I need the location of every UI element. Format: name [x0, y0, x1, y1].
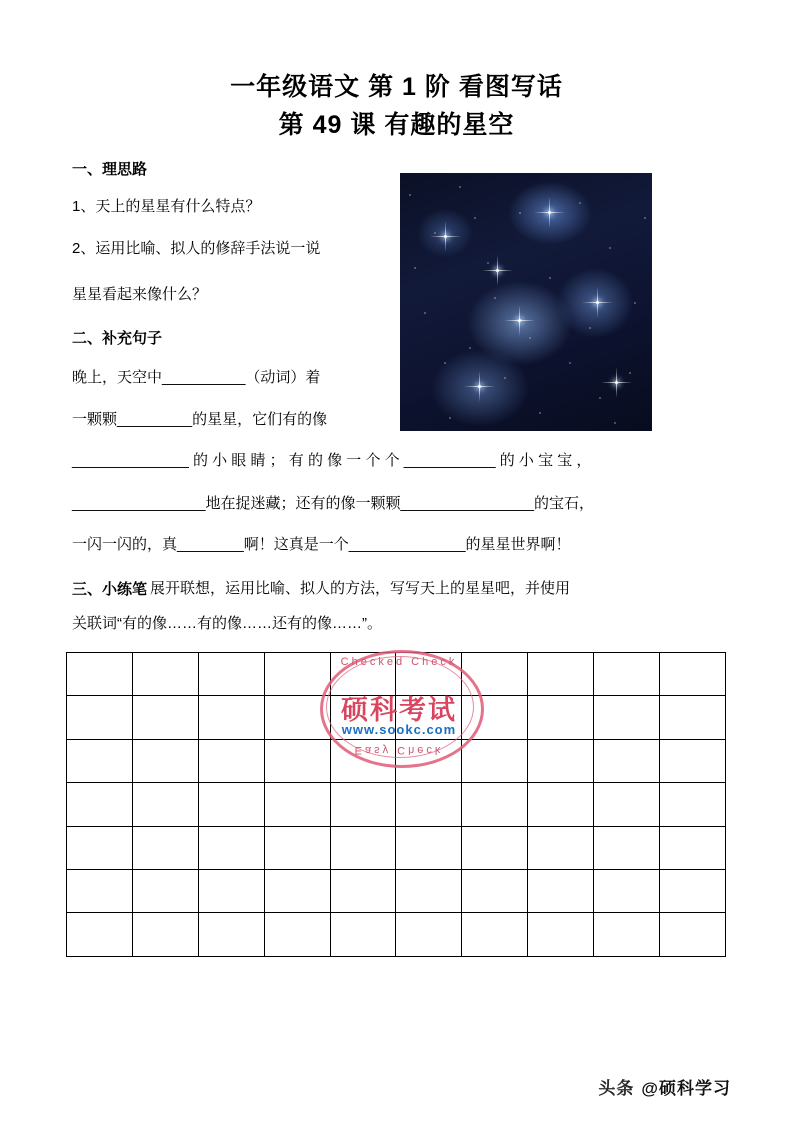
bright-star-icon: [596, 301, 599, 304]
grid-cell[interactable]: [462, 869, 528, 912]
grid-cell[interactable]: [330, 696, 396, 739]
grid-cell[interactable]: [198, 826, 264, 869]
grid-cell[interactable]: [264, 869, 330, 912]
star-dots-layer: [400, 173, 652, 431]
grid-cell[interactable]: [198, 913, 264, 956]
grid-cell[interactable]: [264, 696, 330, 739]
grid-cell[interactable]: [396, 826, 462, 869]
grid-cell[interactable]: [660, 826, 726, 869]
section-2-line-5: 一闪一闪的，真________啊！这真是一个______________的星星世界啊！: [72, 536, 571, 553]
grid-cell[interactable]: [528, 869, 594, 912]
grid-cell[interactable]: [132, 869, 198, 912]
bright-star-icon: [548, 211, 551, 214]
grid-cell[interactable]: [132, 739, 198, 782]
grid-cell[interactable]: [462, 696, 528, 739]
bright-star-icon: [478, 385, 481, 388]
grid-cell[interactable]: [132, 696, 198, 739]
section-2-line-4: ________________地在捉迷藏；还有的像一颗颗________________的宝石，: [72, 495, 594, 512]
grid-cell[interactable]: [594, 739, 660, 782]
grid-cell[interactable]: [594, 696, 660, 739]
document-title: [0, 70, 793, 142]
grid-cell[interactable]: [528, 653, 594, 696]
grid-cell[interactable]: [462, 826, 528, 869]
grid-cell[interactable]: [198, 653, 264, 696]
grid-cell[interactable]: [198, 869, 264, 912]
grid-cell[interactable]: [264, 739, 330, 782]
grid-row: [67, 783, 726, 826]
section-1-heading: 一、理思路: [72, 161, 148, 178]
grid-cell[interactable]: [660, 653, 726, 696]
writing-grid-table[interactable]: [66, 652, 726, 957]
section-1-question-2-line-1: 2、运用比喻、拟人的修辞手法说一说: [72, 240, 321, 257]
grid-cell[interactable]: [396, 739, 462, 782]
grid-cell[interactable]: [462, 739, 528, 782]
grid-cell[interactable]: [594, 783, 660, 826]
grid-cell[interactable]: [528, 739, 594, 782]
grid-cell[interactable]: [594, 653, 660, 696]
grid-cell[interactable]: [528, 826, 594, 869]
title-line-2: 第 49 课 有趣的星空: [278, 111, 515, 139]
grid-cell[interactable]: [528, 783, 594, 826]
grid-cell[interactable]: [462, 653, 528, 696]
grid-cell[interactable]: [660, 869, 726, 912]
grid-cell[interactable]: [198, 739, 264, 782]
grid-cell[interactable]: [132, 783, 198, 826]
grid-cell[interactable]: [660, 783, 726, 826]
grid-cell[interactable]: [67, 739, 133, 782]
grid-row: [67, 826, 726, 869]
watermark-arc-top: Checked Check: [340, 656, 458, 668]
grid-cell[interactable]: [528, 696, 594, 739]
grid-cell[interactable]: [198, 696, 264, 739]
starfield-image: [400, 173, 652, 431]
section-3-heading: 三、小练笔: [72, 581, 148, 598]
grid-cell[interactable]: [67, 826, 133, 869]
section-3-line-2: 关联词“有的像……有的像……还有的像……”。: [72, 615, 382, 632]
grid-cell[interactable]: [330, 869, 396, 912]
grid-row: [67, 913, 726, 956]
watermark-arc-bottom: Easy Check: [354, 744, 444, 756]
section-2-line-2: 一颗颗_________的星星，它们有的像: [72, 411, 328, 428]
grid-row: [67, 869, 726, 912]
writing-grid[interactable]: [66, 652, 726, 949]
grid-cell[interactable]: [264, 783, 330, 826]
grid-cell[interactable]: [594, 869, 660, 912]
grid-cell[interactable]: [462, 913, 528, 956]
grid-cell[interactable]: [528, 913, 594, 956]
grid-cell[interactable]: [67, 696, 133, 739]
watermark-main-text: 硕科考试: [341, 695, 457, 725]
grid-cell[interactable]: [396, 783, 462, 826]
grid-cell[interactable]: [660, 739, 726, 782]
grid-row: [67, 653, 726, 696]
bright-star-icon: [615, 381, 618, 384]
grid-cell[interactable]: [132, 913, 198, 956]
section-1-question-1: 1、天上的星星有什么特点？: [72, 198, 261, 215]
section-2-line-1: 晚上，天空中__________（动词）着: [72, 369, 321, 386]
grid-cell[interactable]: [330, 783, 396, 826]
grid-cell[interactable]: [264, 653, 330, 696]
grid-cell[interactable]: [132, 826, 198, 869]
grid-cell[interactable]: [396, 913, 462, 956]
title-line-1: 一年级语文 第 1 阶 看图写话: [230, 73, 563, 101]
grid-cell[interactable]: [594, 913, 660, 956]
bright-star-icon: [444, 235, 447, 238]
grid-cell[interactable]: [396, 869, 462, 912]
section-1-question-2-line-2: 星星看起来像什么？: [72, 286, 208, 303]
bright-star-icon: [518, 319, 521, 322]
watermark-url: www.sookc.com: [341, 722, 457, 737]
grid-cell[interactable]: [67, 653, 133, 696]
footer-account-name: @硕科学习: [641, 1079, 731, 1098]
grid-cell[interactable]: [67, 869, 133, 912]
grid-cell[interactable]: [264, 913, 330, 956]
grid-cell[interactable]: [67, 913, 133, 956]
footer-branding: [598, 1074, 731, 1099]
grid-cell[interactable]: [264, 826, 330, 869]
grid-cell[interactable]: [396, 653, 462, 696]
grid-cell[interactable]: [660, 913, 726, 956]
grid-cell[interactable]: [660, 696, 726, 739]
grid-cell[interactable]: [132, 653, 198, 696]
section-2-line-3: ______________ 的 小 眼 睛 ； 有 的 像 一 个 个 ___________ 的 小 宝 宝 ，: [72, 452, 592, 469]
grid-cell[interactable]: [396, 696, 462, 739]
grid-row: [67, 739, 726, 782]
grid-cell[interactable]: [462, 783, 528, 826]
grid-cell[interactable]: [67, 783, 133, 826]
grid-row: [67, 696, 726, 739]
bright-star-icon: [496, 269, 499, 272]
section-3-line-1: 展开联想，运用比喻、拟人的方法，写写天上的星星吧，并使用: [150, 580, 571, 597]
grid-cell[interactable]: [330, 913, 396, 956]
grid-cell[interactable]: [330, 826, 396, 869]
grid-cell[interactable]: [330, 739, 396, 782]
grid-cell[interactable]: [198, 783, 264, 826]
section-2-heading: 二、补充句子: [72, 330, 163, 347]
grid-cell[interactable]: [594, 826, 660, 869]
toutiao-logo-icon: 头条: [598, 1079, 635, 1098]
grid-cell[interactable]: [330, 653, 396, 696]
